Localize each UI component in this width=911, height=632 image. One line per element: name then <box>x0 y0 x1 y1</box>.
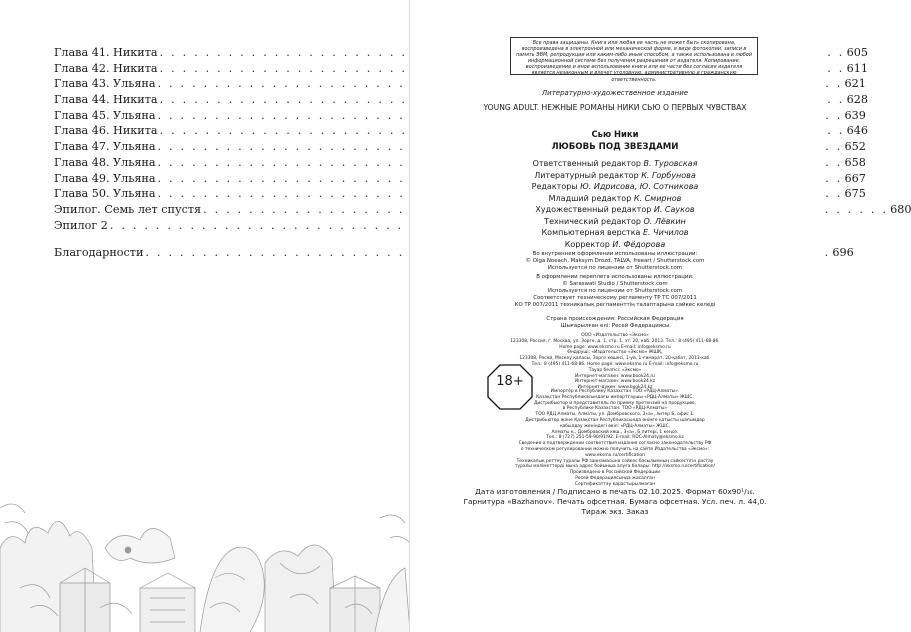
illustrations-cover <box>410 274 820 309</box>
distributor-line: ТОО РДЦ Алматы, Алматы, ул. Домбровского, 3«а», литер Б, офис 1. <box>535 412 695 418</box>
cover-credit-line: КО ТР 007/2011 техникалық регламенттің талаптарына сәйкес келеді <box>514 301 716 308</box>
distributor-line: Тел.: 8 (727) 251-59-90/91/92. E-mail: RDC-Almaty@eksmo.kz <box>546 435 684 441</box>
cover-credit-line: © Saraswati Studio / Shutterstock.com <box>562 280 668 287</box>
origin-line: Шығарылған елі: Ресей Федерациясы <box>560 322 670 329</box>
credit-name: К. Смирнов <box>633 193 682 203</box>
illustrations-inner <box>410 251 820 272</box>
right-page <box>410 0 820 632</box>
toc-title: Глава 50. Ульяна <box>54 187 156 201</box>
credit-line <box>410 193 820 205</box>
decorative-illustration <box>0 488 410 632</box>
distributor-line: Дистрибьютор и представитель по приему претензий на продукцию, <box>533 400 697 406</box>
toc-entry <box>54 108 866 125</box>
credit-line <box>410 216 820 228</box>
publisher-line: Өндіруші: «Издательство «Эксмо» ЖШҚ, <box>567 350 663 356</box>
publisher-line: Интернет-дүкен: www.book24.kz <box>577 385 653 391</box>
toc-title: Глава 47. Ульяна <box>54 140 156 154</box>
toc-entry <box>54 219 342 235</box>
toc-title: Глава 43. Ульяна <box>54 77 156 91</box>
toc-page-number: 605 <box>846 46 868 59</box>
toc-page-number: 667 <box>844 171 866 185</box>
credit-line <box>410 204 820 216</box>
publisher-line: Интернет-магазин: www.book24.ru <box>575 373 655 379</box>
toc-title: Глава 48. Ульяна <box>54 155 156 169</box>
credit-name: К. Горбунова <box>641 170 696 180</box>
toc-page-number: 675 <box>844 187 866 201</box>
credit-role: Ответственный редактор <box>532 159 641 168</box>
toc-entry <box>54 61 868 78</box>
toc-page-number: 658 <box>844 155 866 169</box>
publisher-line: 123308, Ресей, Мәскеу қаласы, Зорге көшесі, 1-үй, 1-ғимарат, 20-қабат, 2013-каб. <box>519 356 711 362</box>
credit-role: Компьютерная верстка <box>541 228 641 237</box>
genre-line: Литературно-художественное издание <box>541 89 689 97</box>
series-line: YOUNG ADULT. НЕЖНЫЕ РОМАНЫ НИКИ СЬЮ О ПЕРВЫХ ЧУВСТВАХ <box>483 103 747 112</box>
credit-name: О. Лёвкин <box>643 216 686 226</box>
cover-credit-line: Соответствует техническому регламенту ТР ТС 007/2011 <box>533 294 697 301</box>
credits-list <box>410 158 820 250</box>
credit-name: Ю. Идрисова, Ю. Сотникова <box>580 182 699 191</box>
distributor-line: Импортёр в Республику Казахстан ТОО «РДЦ-Алматы». <box>550 389 680 394</box>
toc-title: Эпилог 2 <box>54 218 108 232</box>
print-detail-line: Тираж экз. Заказ <box>581 507 649 516</box>
toc-entry <box>54 46 868 62</box>
publisher-line: Интернет-магазин: www.book24.kz <box>574 379 656 385</box>
credit-role: Технический редактор <box>544 216 641 226</box>
toc-page-number: 628 <box>846 93 868 107</box>
illustration-credit-line: © Olga Noeach, Maksym Drozd, TALVA, freeart / Shutterstock.com <box>525 257 705 264</box>
distributor-line: о техническом регулировании можно получить на сайте Издательства «Эксмо»: <box>520 446 710 452</box>
toc-page-number: 680 <box>890 202 911 216</box>
distributor-line: қабылдау жөніндегі өкіл: «РДЦ-Алматы» ЖШС, <box>559 423 671 429</box>
distributor-line: Ресей Федерациясында жасалған <box>575 475 655 481</box>
credit-role: Корректор <box>564 239 610 249</box>
distributor-line: в Республике Казахстан: ТОО «РДЦ-Алматы» <box>562 406 668 412</box>
cover-credit-line: В оформлении переплета использованы иллюстрации: <box>536 274 694 280</box>
credit-name: В. Туровская <box>643 159 698 168</box>
toc-title: Глава 44. Никита <box>54 93 158 107</box>
author-name: Сью Ники <box>591 129 639 139</box>
credit-name: Е. Чичилов <box>643 228 689 237</box>
rights-notice: Все права защищены. Книга или любая ее часть не может быть скопирована, воспроизведена в электронной или механической форме, в виде фотокопии, записи в память ЭВМ, репродукции или каким-либо иным способом, а также использована в любой информационной системе без получения разрешения от издателя. Копирование, воспроизведение и иное использование книги или ее части без согласия издателя является незаконным и влечет уголовную, административную и гражданскую ответственность. <box>510 37 758 75</box>
toc-title: Эпилог. Семь лет спустя <box>54 202 202 216</box>
toc-page-number: 639 <box>844 108 866 122</box>
toc-page-number: 696 <box>832 246 854 260</box>
credit-line <box>410 158 820 170</box>
print-detail-line: Дата изготовления / Подписано в печать 02.10.2025. Формат 60x90¹/₁₆. <box>475 487 755 496</box>
publisher-line: Home page: www.eksmo.ru E-mail: info@eksmo.ru <box>559 344 671 350</box>
credit-name: И. Фёдорова <box>612 239 666 249</box>
toc-page-number: 646 <box>846 124 868 138</box>
print-detail-line: Гарнитура «Bazhanov». Печать офсетная. Бумага офсетная. Усл. печ. л. 44,0. <box>463 497 767 506</box>
credit-role: Художественный редактор <box>535 205 652 214</box>
publisher-line: 123308, Россия, г. Москва, ул. Зорге, д. 1, стр. 1, эт. 20, каб. 2013. Тел.: 8 (495) 411-68-86. <box>510 338 720 344</box>
distributor-line: Дистрибьютор және Қазақстан Республикасында өнімге қатысты шағымдар <box>525 417 705 423</box>
credit-line <box>410 239 820 251</box>
credit-role: Редакторы <box>531 182 578 191</box>
toc-page-number: 611 <box>846 61 868 75</box>
distributor-line: www.eksmo.ru/certification <box>585 452 645 458</box>
book-title: ЛЮБОВЬ ПОД ЗВЕЗДАМИ <box>551 142 679 152</box>
toc-title: Глава 46. Никита <box>54 124 158 138</box>
credit-line <box>410 170 820 182</box>
publisher-line: ООО «Издательство «Эксмо» <box>581 333 649 338</box>
credit-role: Литературный редактор <box>534 170 639 180</box>
distributor-line: Сведения о подтверждении соответствия издания согласно законодательству РФ <box>518 441 712 447</box>
origin-line: Страна происхождения: Российская Федерация <box>546 316 684 322</box>
print-details <box>410 487 820 517</box>
toc-page-number: 621 <box>844 77 866 91</box>
distributor-line: Техникалық реттеу туралы РФ заңнамасына сәйкес басылымның сәйкестігін растау <box>516 458 714 464</box>
distributor-line: Произведено в Российской Федерации <box>569 470 661 476</box>
toc-title: Глава 49. Ульяна <box>54 171 156 185</box>
illustration-credit-line: Используется по лицензии от Shutterstock.com <box>547 264 683 271</box>
distributor-line: Алматы қ., Домбровский көш., 3«а», Б литері, 1 кеңсе. <box>551 429 679 435</box>
distributor-line: Қазақстан Республикасындағы импорттаушы «РДЦ-Алматы» ЖШС. <box>536 394 694 400</box>
toc-title: Глава 41. Никита <box>54 46 158 59</box>
country-origin <box>410 316 820 330</box>
publisher-line: Тел.: 8 (495) 411-68-86. Home page: www.eksmo.ru E-mail: info@eksmo.ru <box>531 361 699 367</box>
toc-title: Глава 45. Ульяна <box>54 108 156 122</box>
illustration-credit-line: Во внутреннем оформлении использованы иллюстрации: <box>532 251 698 257</box>
toc-title: Глава 42. Никита <box>54 61 158 75</box>
toc-page-number: 652 <box>844 140 866 154</box>
toc-title: Благодарности <box>54 246 144 260</box>
credit-name: И. Сауков <box>653 205 695 214</box>
credit-line <box>410 181 820 193</box>
credit-role: Младший редактор <box>548 193 632 203</box>
distributor-line: туралы мәліметтерді мына адрес бойынша алуға болады: http://eksmo.ru/certification/ <box>514 464 716 470</box>
distributor-line: Сертификаттау қарастырылмаған <box>574 481 656 487</box>
credit-line <box>410 227 820 239</box>
age-rating-label: 18+ <box>496 374 524 389</box>
cover-credit-line: Используется по лицензии от Shutterstock.com <box>547 287 683 294</box>
publisher-line: Тауар белгісі: «Эксмо» <box>588 367 642 373</box>
distributor-info <box>450 389 780 488</box>
